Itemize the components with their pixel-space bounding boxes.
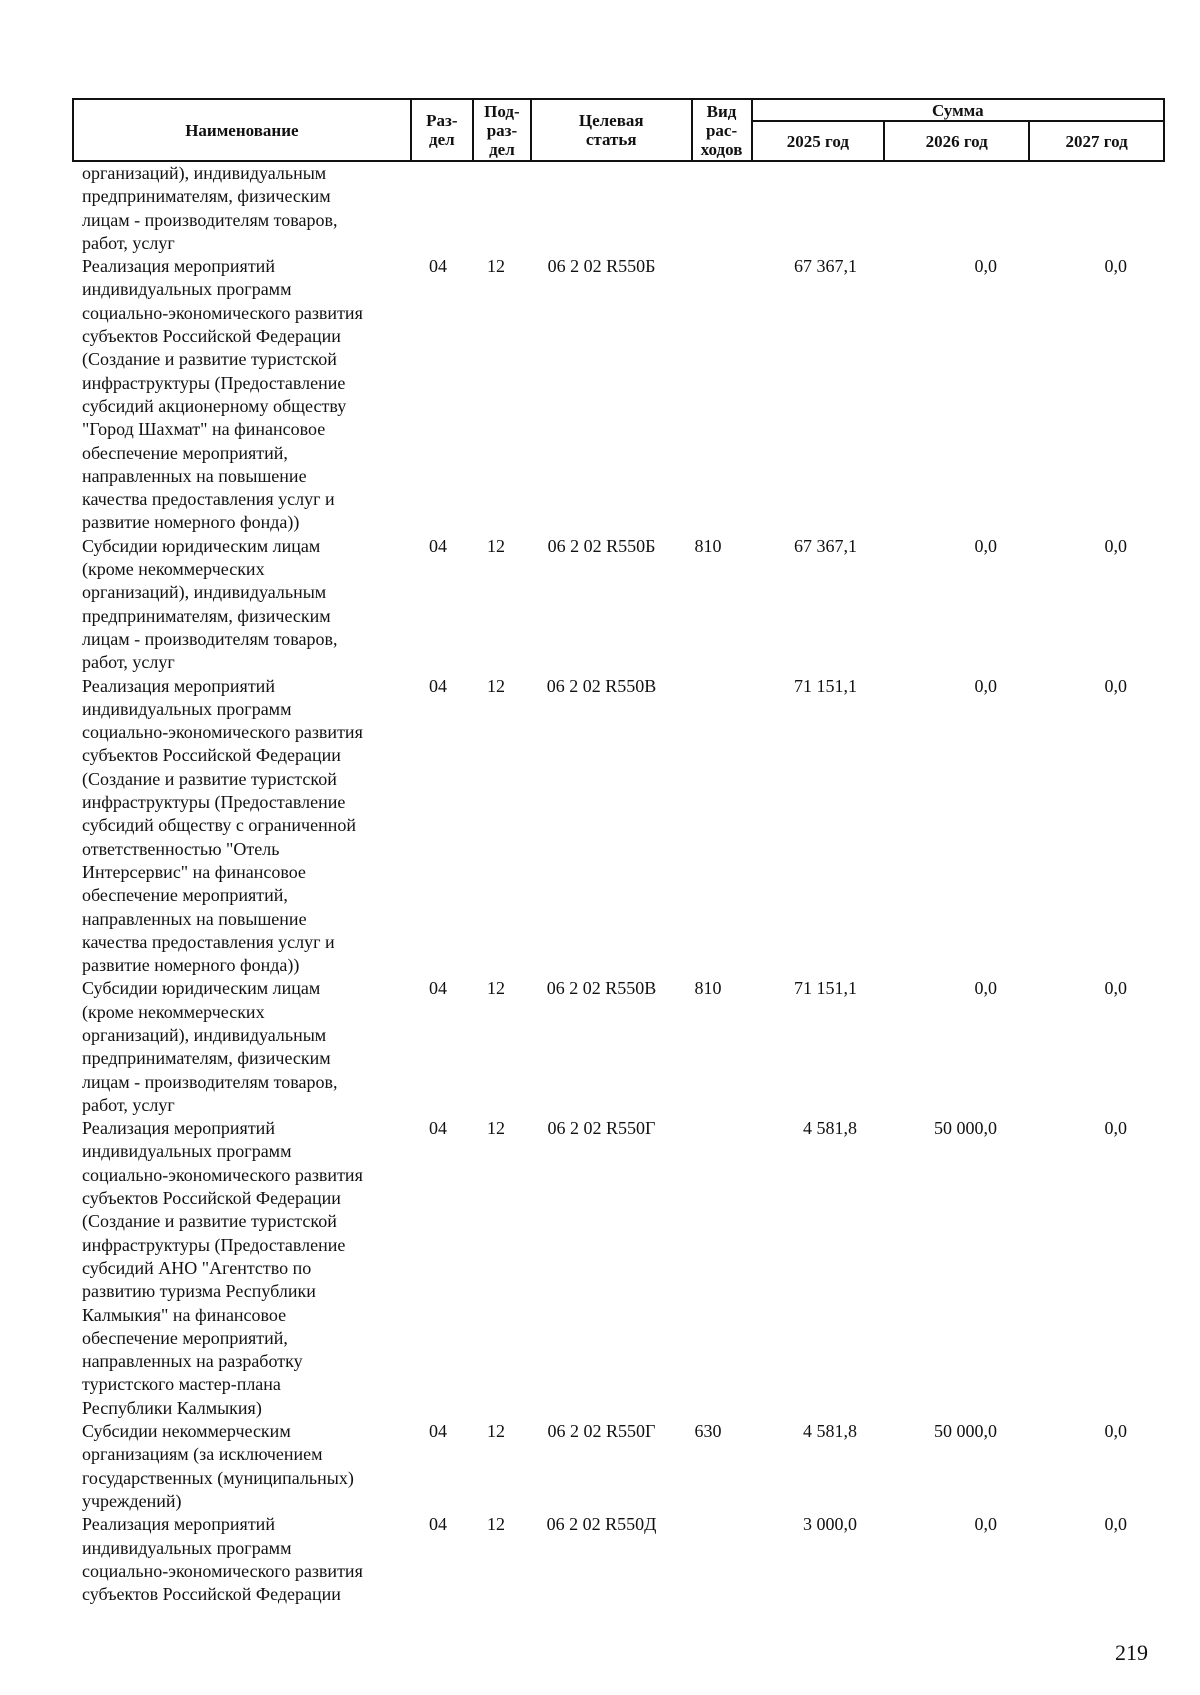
name-line: качества предоставления услуг и: [82, 931, 335, 952]
cell-target: 06 2 02 R550Г: [547, 1421, 656, 1442]
cell-sum-2026: 0,0: [974, 256, 997, 277]
name-line: развитие номерного фонда)): [82, 955, 300, 976]
cell-podrazdel: 12: [487, 535, 505, 556]
cell-sum-2027: 0,0: [1104, 1118, 1127, 1139]
name-line: Реализация мероприятий: [82, 1118, 275, 1139]
header-razdel: Раз- дел: [411, 99, 473, 161]
cell-sum-2027: 0,0: [1104, 256, 1127, 277]
name-line: обеспечение мероприятий,: [82, 885, 288, 906]
cell-sum-2026: 0,0: [974, 1514, 997, 1535]
cell-sum-2026: 50 000,0: [934, 1118, 997, 1139]
name-line: туристского мастер-плана: [82, 1374, 281, 1395]
name-line: (Создание и развитие туристской: [82, 349, 337, 370]
budget-table: [72, 98, 1165, 1606]
cell-sum-2026: 50 000,0: [934, 1421, 997, 1442]
cell-vid: 630: [694, 1421, 722, 1442]
table-row: [72, 1420, 1165, 1513]
table-row: [72, 535, 1165, 675]
name-line: социально-экономического развития: [82, 722, 363, 743]
name-line: (Создание и развитие туристской: [82, 768, 337, 789]
cell-vid: 810: [694, 978, 722, 999]
cell-sum-2025: 4 581,8: [803, 1421, 857, 1442]
cell-sum-2026: 0,0: [974, 675, 997, 696]
cell-sum-2025: 67 367,1: [794, 256, 857, 277]
cell-razdel: 04: [429, 1421, 447, 1442]
cell-podrazdel: 12: [487, 978, 505, 999]
name-line: Реализация мероприятий: [82, 256, 275, 277]
name-line: индивидуальных программ: [82, 1141, 292, 1162]
name-line: работ, услуг: [82, 652, 175, 673]
cell-target: 06 2 02 R550В: [546, 978, 657, 999]
cell-target: 06 2 02 R550Б: [547, 256, 656, 277]
cell-sum-2025: 4 581,8: [803, 1118, 857, 1139]
cell-podrazdel: 12: [487, 1514, 505, 1535]
cell-razdel: 04: [429, 1514, 447, 1535]
cell-podrazdel: 12: [487, 675, 505, 696]
cell-name: [72, 1513, 408, 1606]
name-line: Республики Калмыкия): [82, 1397, 262, 1418]
name-line: предпринимателям, физическим: [82, 605, 331, 626]
header-year-2026: 2026 год: [884, 121, 1029, 161]
cell-name: [72, 255, 408, 535]
cell-sum-2025: 3 000,0: [803, 1514, 857, 1535]
name-line: Реализация мероприятий: [82, 675, 275, 696]
name-line: социально-экономического развития: [82, 1164, 363, 1185]
name-line: государственных (муниципальных): [82, 1467, 354, 1488]
cell-sum-2026: 0,0: [974, 978, 997, 999]
table-row: [72, 255, 1165, 535]
table-row: [72, 1513, 1165, 1606]
name-line: индивидуальных программ: [82, 698, 292, 719]
name-line: ответственностью "Отель: [82, 838, 280, 859]
name-line: развитию туризма Республики: [82, 1281, 316, 1302]
name-line: субъектов Российской Федерации: [82, 326, 341, 347]
name-line: социально-экономического развития: [82, 302, 363, 323]
name-line: Калмыкия" на финансовое: [82, 1304, 287, 1325]
cell-sum-2027: 0,0: [1104, 675, 1127, 696]
table-row: [72, 162, 1165, 255]
name-line: инфраструктуры (Предоставление: [82, 372, 346, 393]
name-line: лицам - производителям товаров,: [82, 1071, 338, 1092]
cell-podrazdel: 12: [487, 1118, 505, 1139]
table-row: [72, 1117, 1165, 1420]
table-header: [72, 98, 1165, 162]
name-line: индивидуальных программ: [82, 279, 292, 300]
name-line: направленных на повышение: [82, 465, 307, 486]
name-line: субсидий акционерному обществу: [82, 395, 347, 416]
cell-target: 06 2 02 R550Г: [547, 1118, 656, 1139]
header-summa: Сумма: [752, 99, 1164, 121]
name-line: (кроме некоммерческих: [82, 1001, 265, 1022]
name-line: обеспечение мероприятий,: [82, 1327, 288, 1348]
name-line: субсидий АНО "Агентство по: [82, 1257, 312, 1278]
name-line: направленных на повышение: [82, 908, 307, 929]
name-line: Интерсервис" на финансовое: [82, 861, 306, 882]
cell-razdel: 04: [429, 675, 447, 696]
name-line: Субсидии некоммерческим: [82, 1421, 291, 1442]
name-line: качества предоставления услуг и: [82, 489, 335, 510]
name-line: субъектов Российской Федерации: [82, 1188, 341, 1209]
cell-sum-2027: 0,0: [1104, 1421, 1127, 1442]
name-line: субъектов Российской Федерации: [82, 1584, 341, 1605]
cell-name: [72, 1420, 408, 1513]
cell-name: [72, 1117, 408, 1420]
name-line: инфраструктуры (Предоставление: [82, 792, 346, 813]
name-line: предпринимателям, физическим: [82, 186, 331, 207]
table-row: [72, 675, 1165, 978]
name-line: "Город Шахмат" на финансовое: [82, 419, 326, 440]
cell-sum-2026: 0,0: [974, 535, 997, 556]
name-line: (кроме некоммерческих: [82, 559, 265, 580]
name-line: работ, услуг: [82, 1094, 175, 1115]
name-line: лицам - производителям товаров,: [82, 209, 338, 230]
cell-podrazdel: 12: [487, 256, 505, 277]
name-line: развитие номерного фонда)): [82, 512, 300, 533]
header-target: Целевая статья: [531, 99, 692, 161]
cell-sum-2027: 0,0: [1104, 535, 1127, 556]
name-line: организаций), индивидуальным: [82, 163, 327, 183]
cell-name: [72, 977, 408, 1117]
table-row: [72, 977, 1165, 1117]
header-podrazdel: Под- раз- дел: [473, 99, 531, 161]
name-line: направленных на разработку: [82, 1351, 303, 1372]
table-body: [72, 162, 1165, 1606]
name-line: Реализация мероприятий: [82, 1514, 275, 1535]
name-line: (Создание и развитие туристской: [82, 1211, 337, 1232]
header-year-2027: 2027 год: [1029, 121, 1164, 161]
name-line: Субсидии юридическим лицам: [82, 978, 321, 999]
cell-target: 06 2 02 R550Б: [547, 535, 656, 556]
cell-name: [72, 675, 408, 978]
name-line: обеспечение мероприятий,: [82, 442, 288, 463]
name-line: организаций), индивидуальным: [82, 582, 327, 603]
header-year-2025: 2025 год: [752, 121, 885, 161]
cell-razdel: 04: [429, 256, 447, 277]
name-line: инфраструктуры (Предоставление: [82, 1234, 346, 1255]
name-line: работ, услуг: [82, 232, 175, 253]
cell-razdel: 04: [429, 535, 447, 556]
name-line: индивидуальных программ: [82, 1537, 292, 1558]
name-line: учреждений): [82, 1490, 182, 1511]
cell-vid: 810: [694, 535, 722, 556]
cell-sum-2027: 0,0: [1104, 1514, 1127, 1535]
name-line: Субсидии юридическим лицам: [82, 535, 321, 556]
name-line: субъектов Российской Федерации: [82, 745, 341, 766]
header-name: Наименование: [73, 99, 411, 161]
cell-razdel: 04: [429, 1118, 447, 1139]
cell-podrazdel: 12: [487, 1421, 505, 1442]
cell-sum-2025: 67 367,1: [794, 535, 857, 556]
page-number: 219: [1115, 1640, 1148, 1665]
name-line: организациям (за исключением: [82, 1444, 323, 1465]
header-vid: Вид рас- ходов: [692, 99, 752, 161]
cell-sum-2025: 71 151,1: [794, 978, 857, 999]
name-line: предпринимателям, физическим: [82, 1048, 331, 1069]
cell-name: [72, 162, 408, 255]
name-line: субсидий обществу с ограниченной: [82, 815, 356, 836]
name-line: социально-экономического развития: [82, 1560, 363, 1581]
cell-target: 06 2 02 R550В: [546, 675, 657, 696]
name-line: организаций), индивидуальным: [82, 1024, 327, 1045]
name-line: лицам - производителям товаров,: [82, 628, 338, 649]
cell-target: 06 2 02 R550Д: [546, 1514, 657, 1535]
cell-name: [72, 535, 408, 675]
cell-sum-2025: 71 151,1: [794, 675, 857, 696]
cell-sum-2027: 0,0: [1104, 978, 1127, 999]
cell-razdel: 04: [429, 978, 447, 999]
